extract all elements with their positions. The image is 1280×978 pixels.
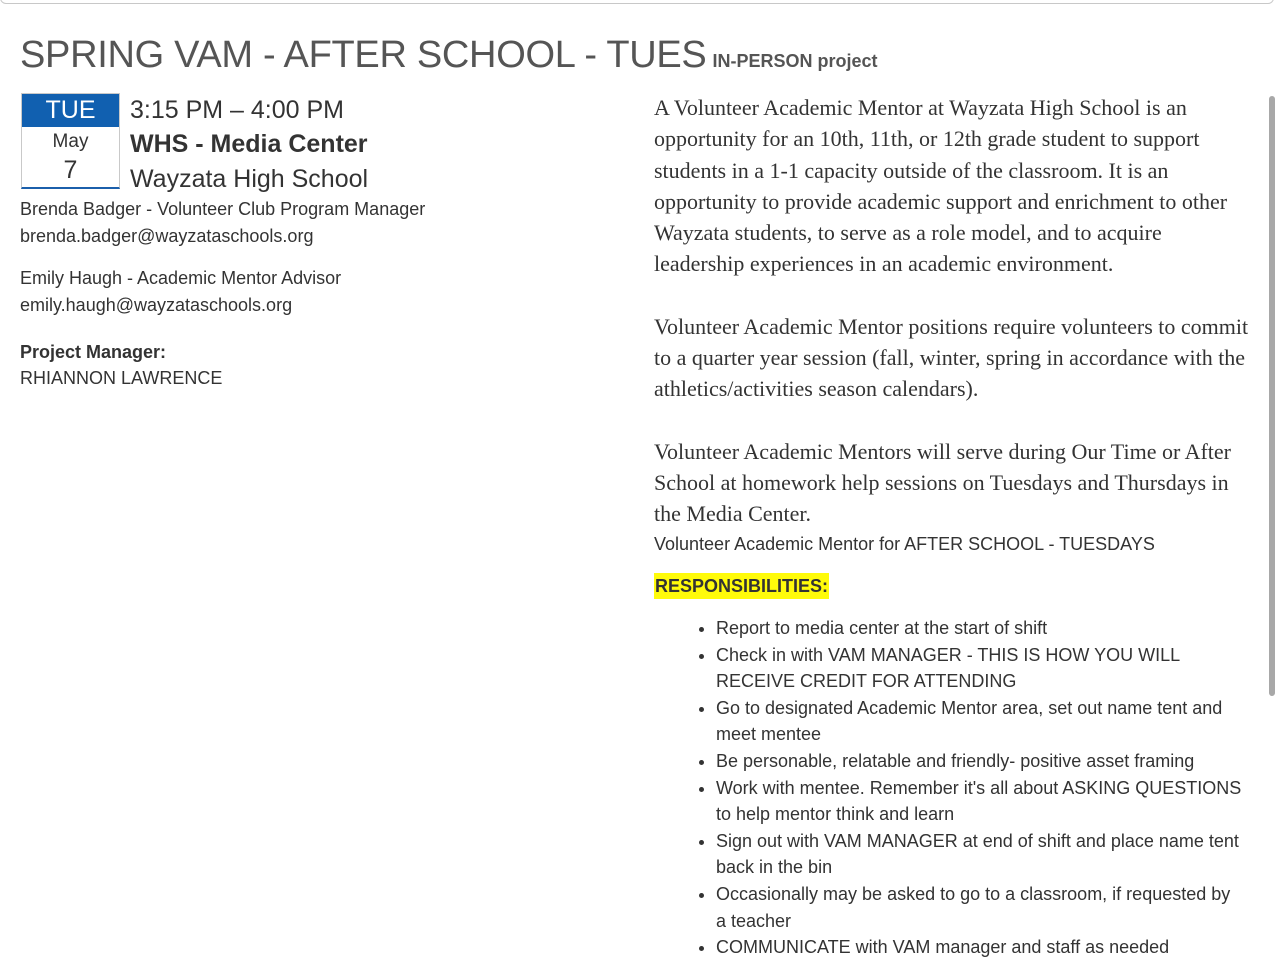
description-paragraph: A Volunteer Academic Mentor at Wayzata High School is an opportunity for an 10th, 11th, or 12th grade student to support students in a 1-1 capacity outside of the classroom. It is an opportunity to provide academic support and enrichment to other Wayzata students, to serve as a role model, and to acquire leadership experiences in an academic environment.: [654, 95, 1228, 277]
list-item: • Occasionally may be asked to go to a classroom, if requested by a teacher: [716, 881, 1244, 934]
date-day-of-week: TUE: [22, 94, 119, 127]
description-paragraph: Volunteer Academic Mentors will serve during Our Time or After School at homework help sessions on Tuesdays and Thursdays in the Media Center.: [654, 438, 1231, 527]
project-manager-name: RHIANNON LAWRENCE: [20, 368, 223, 388]
project-description: [654, 92, 1254, 530]
contact-card: [20, 196, 425, 250]
date-day: 7: [63, 156, 78, 184]
responsibilities-heading: RESPONSIBILITIES:: [654, 573, 829, 599]
list-item: • Be personable, relatable and friendly- positive asset framing: [716, 748, 1244, 775]
event-time: 3:15 PM – 4:00 PM: [130, 96, 345, 124]
project-manager-label: Project Manager:: [20, 342, 167, 362]
contacts-section: [20, 196, 425, 391]
top-frame-border: [0, 0, 1274, 4]
role-line: Volunteer Academic Mentor for AFTER SCHOOL - TUESDAYS: [654, 534, 1155, 554]
responsibilities-list: [654, 615, 1244, 961]
contact-name-role: Brenda Badger - Volunteer Club Program Manager: [20, 199, 426, 219]
page-title: [20, 33, 878, 83]
page-title-text: SPRING VAM - AFTER SCHOOL - TUES: [20, 34, 707, 76]
calendar-date-badge: [21, 93, 120, 189]
contact-card: [20, 265, 425, 319]
event-info: [130, 93, 368, 197]
contact-email[interactable]: emily.haugh@wayzataschools.org: [20, 295, 293, 315]
date-month: May: [52, 131, 89, 152]
event-location: WHS - Media Center: [130, 130, 368, 158]
vertical-scrollbar[interactable]: [1269, 96, 1275, 696]
event-venue: Wayzata High School: [130, 165, 369, 193]
contact-name-role: Emily Haugh - Academic Mentor Advisor: [20, 268, 342, 288]
contact-email[interactable]: brenda.badger@wayzataschools.org: [20, 226, 314, 246]
list-item: • Check in with VAM MANAGER - THIS IS HOW YOU WILL RECEIVE CREDIT FOR ATTENDING: [716, 642, 1244, 695]
list-item: • Report to media center at the start of shift: [716, 615, 1244, 642]
list-item: • Go to designated Academic Mentor area, set out name tent and meet mentee: [716, 695, 1244, 748]
list-item: • Sign out with VAM MANAGER at end of shift and place name tent back in the bin: [716, 828, 1244, 881]
project-type-subtitle: IN-PERSON project: [712, 51, 878, 71]
list-item: • COMMUNICATE with VAM manager and staff as needed: [716, 934, 1244, 961]
list-item: • Work with mentee. Remember it's all about ASKING QUESTIONS to help mentor think and learn: [716, 775, 1244, 828]
description-paragraph: Volunteer Academic Mentor positions require volunteers to commit to a quarter year session (fall, winter, spring in accordance with the athletics/activities season calendars).: [654, 313, 1249, 402]
